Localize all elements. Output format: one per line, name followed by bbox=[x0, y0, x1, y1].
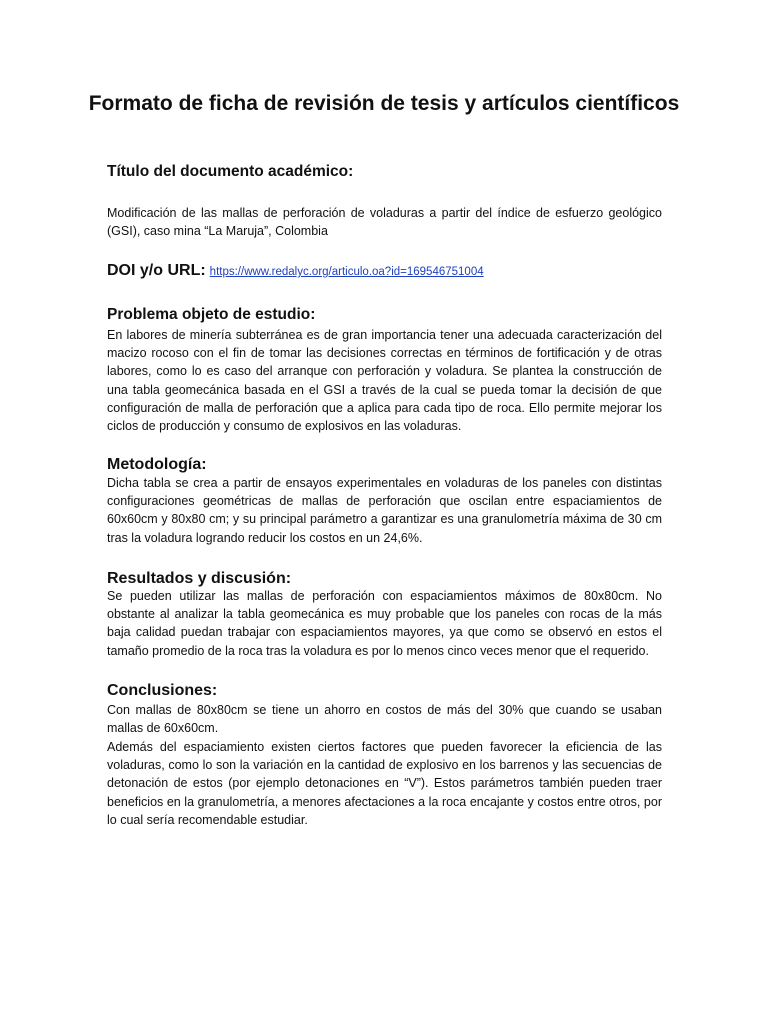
academic-title-heading: Título del documento académico: bbox=[107, 163, 354, 180]
doi-label: DOI y/o URL: bbox=[107, 262, 206, 279]
methodology-heading: Metodología: bbox=[107, 456, 207, 473]
problem-text: En labores de minería subterránea es de gran importancia tener una adecuada caracterización del macizo rocoso con el fin de tomar las decisiones correctas en términos de fortificación y de otras labores, como lo es caso del arranque con perforación y voladura. Se plantea la construcción de una tabla geomecánica basada en el GSI a través de la cual se pueda tomar la decisión de que configuración de malla de perforación que a aplica para cada tipo de roca. Ello permite mejorar los ciclos de producción y consumo de explosivos en las voladuras. bbox=[107, 328, 662, 434]
conclusions-text-1: Con mallas de 80x80cm se tiene un ahorro en costos de más del 30% que cuando se usaban mallas de 60x60cm. bbox=[107, 703, 662, 736]
document-title: Formato de ficha de revisión de tesis y artículos científicos bbox=[88, 92, 680, 115]
conclusions-heading: Conclusiones: bbox=[107, 682, 218, 699]
doi-row bbox=[107, 262, 484, 280]
results-text: Se pueden utilizar las mallas de perforación con espaciamientos máximos de 80x80cm. No obstante al analizar la tabla geomecánica es muy probable que los paneles con rocas de la más baja calidad puedan trabajar con espaciamientos mayores, ya que como se observó en estos el tamaño promedio de la roca tras la voladura es por lo menos cinco veces menor que el requerido. bbox=[107, 589, 662, 658]
academic-title-text: Modificación de las mallas de perforación de voladuras a partir del índice de esfuerzo geológico (GSI), caso mina “La Maruja”, Colombia bbox=[107, 206, 662, 239]
methodology-text: Dicha tabla se crea a partir de ensayos experimentales en voladuras de los paneles con distintas configuraciones geométricas de mallas de perforación que oscilan entre espaciamientos de 60x60cm y 80x80 cm; y su principal parámetro a garantizar es una granulometría máxima de 30 cm tras la voladura logrando reducir los costos en un 24,6%. bbox=[107, 476, 662, 545]
doi-link[interactable]: https://www.redalyc.org/articulo.oa?id=169546751004 bbox=[209, 266, 484, 278]
conclusions-text-2: Además del espaciamiento existen ciertos factores que pueden favorecer la eficiencia de las voladuras, como lo son la variación en la cantidad de explosivo en los barrenos y las secuencias de detonación de estos (por ejemplo detonaciones en “V”). Estos parámetros también pueden traer beneficios en la granulometría, a menores afectaciones a la roca encajante y costos entre otros, por lo cual sería recomendable estudiar. bbox=[107, 740, 662, 827]
problem-heading: Problema objeto de estudio: bbox=[107, 306, 316, 323]
results-heading: Resultados y discusión: bbox=[107, 570, 292, 587]
